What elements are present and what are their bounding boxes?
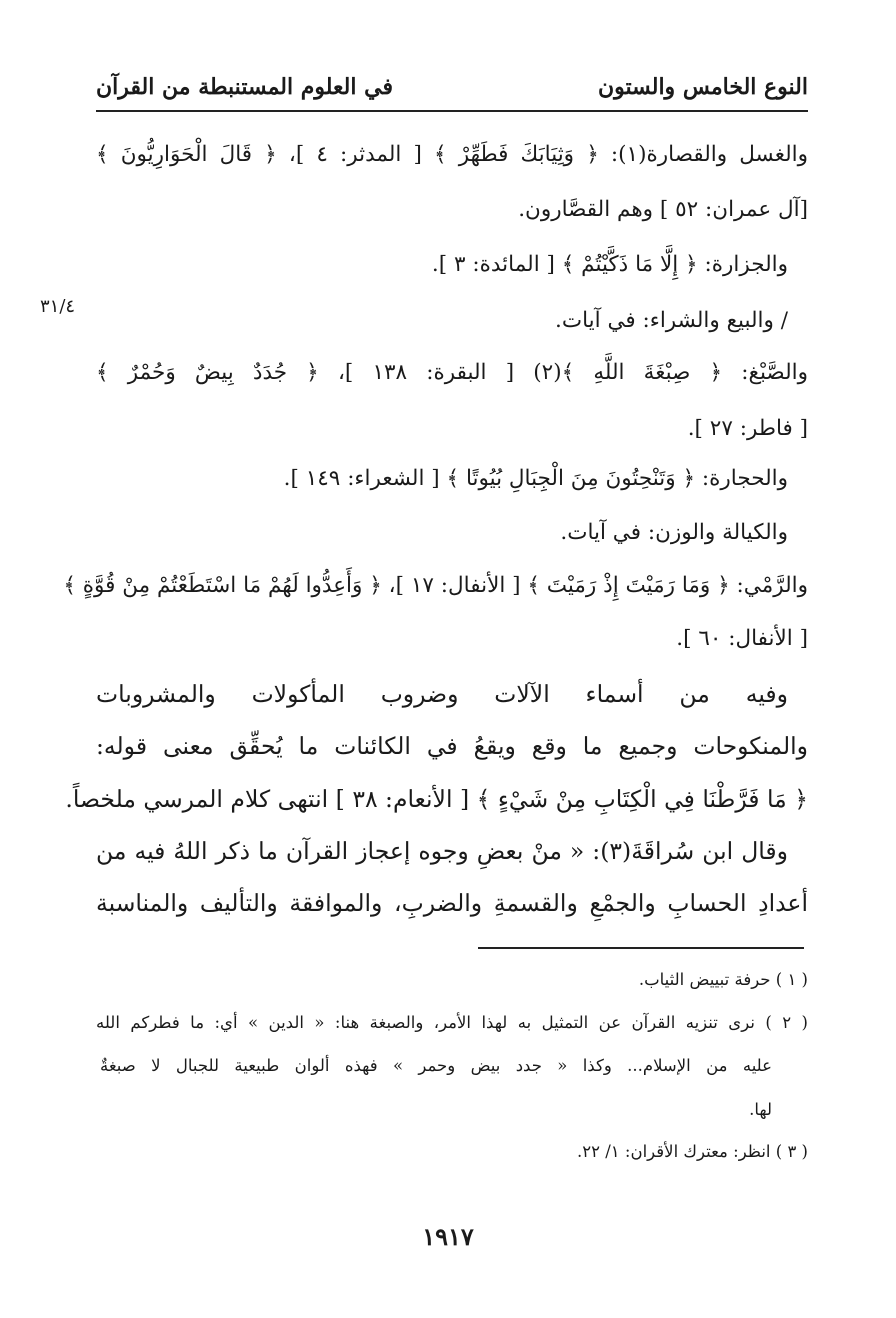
footnote-continuation: لها. [749,1100,772,1119]
body-line: والمنكوحات وجميع ما وقع ويقعُ في الكائنات ما يُحقِّق معنى قوله: [96,732,808,760]
body-line: والجزارة: ﴿ إِلَّا مَا ذَكَّيْتُمْ ﴾ [ المائدة: ٣ ]. [431,252,788,277]
chapter-title: النوع الخامس والستون [597,74,808,100]
body-line: [ الأنفال: ٦٠ ]. [676,626,808,651]
running-header [96,70,808,112]
book-section-title: في العلوم المستنبطة من القرآن [96,74,393,100]
body-line: / والبيع والشراء: في آيات. [555,308,788,333]
footnote: ( ٢ ) نرى تنزيه القرآن عن التمثيل به لهذا الأمر، والصبغة هنا: « الدين » أي: ما فطركم الله [96,1013,808,1032]
body-line: والحجارة: ﴿ وَتَنْحِتُونَ مِنَ الْجِبَالِ بُيُوتًا ﴾ [ الشعراء: ١٤٩ ]. [283,466,788,491]
margin-volume-page-ref: ٣١/٤ [40,296,76,317]
footnote-continuation: عليه من الإسلام... وكذا « جدد بيض وحمر » فهذه ألوان طبيعية للجبال لا صبغةٌ [100,1056,772,1075]
body-line: [آل عمران: ٥٢ ] وهم القصَّارون. [518,197,808,222]
footnote: ( ١ ) حرفة تبييض الثياب. [638,970,808,989]
body-line: [ فاطر: ٢٧ ]. [687,416,808,441]
body-line: أعدادِ الحسابِ والجمْعِ والقسمةِ والضربِ، والموافقة والتأليف والمناسبة [96,889,808,917]
body-line: والصَّبْغ: ﴿ صِبْغَةَ اللَّهِ ﴾(٢) [ البقرة: ١٣٨ ]، ﴿ جُدَدٌ بِيضٌ وَحُمْرٌ ﴾ [96,360,808,385]
body-line: وقال ابن سُراقَةَ(٣): « منْ بعضِ وجوه إعجاز القرآن ما ذكر اللهُ فيه من [96,837,789,865]
body-line: والكيالة والوزن: في آيات. [560,520,788,545]
body-line: وفيه من أسماء الآلات وضروب المأكولات والمشروبات [96,680,788,708]
body-line: والرَّمْي: ﴿ وَمَا رَمَيْتَ إِذْ رَمَيْتَ ﴾ [ الأنفال: ١٧ ]، ﴿ وَأَعِدُّوا لَهُمْ مَا اسْتَطَعْتُمْ مِنْ قُوَّةٍ ﴾ [63,573,808,598]
footnote: ( ٣ ) انظر: معترك الأقران: ١/ ٢٢. [577,1142,808,1161]
body-line: والغسل والقصارة(١): ﴿ وَثِيَابَكَ فَطَهِّرْ ﴾ [ المدثر: ٤ ]، ﴿ قَالَ الْحَوَارِيُّونَ ﴾ [96,142,808,167]
footnote-separator [478,947,804,949]
page-number: ١٩١٧ [422,1222,474,1251]
body-line: ﴿ مَا فَرَّطْنَا فِي الْكِتَابِ مِنْ شَيْءٍ ﴾ [ الأنعام: ٣٨ ] انتهى كلام المرسي ملخصاً. [65,785,808,813]
